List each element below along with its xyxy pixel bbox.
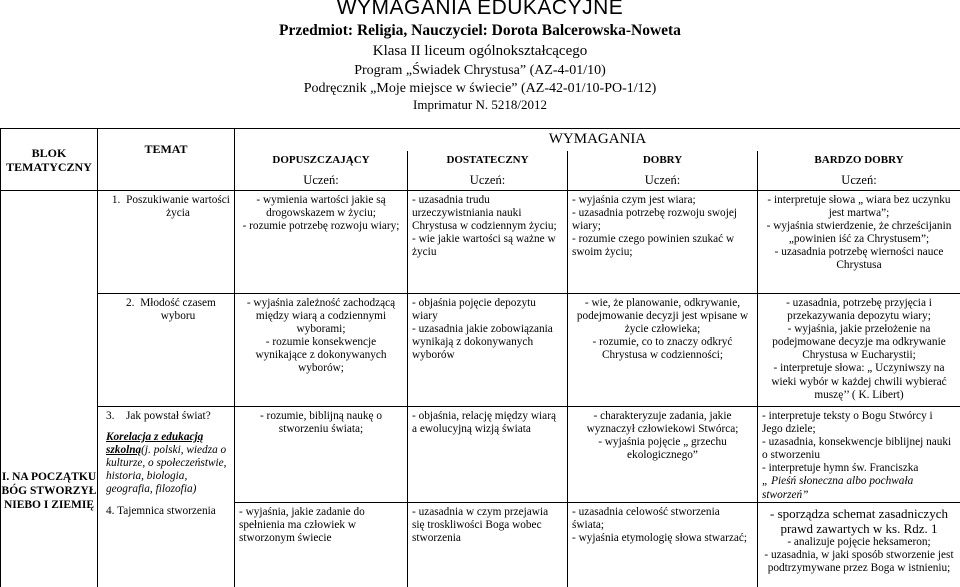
req-item: - rozumie czego powinien szukać w swoim życiu; — [572, 233, 735, 259]
header-temat-spacer — [98, 171, 235, 191]
class-line: Klasa II liceum ogólnokształcącego — [372, 43, 588, 59]
req-item: - wymienia wartości jakie są drogowskazem w życiu; — [256, 194, 386, 220]
topic-number: 3. — [106, 410, 115, 422]
topic-number: 4. — [106, 505, 115, 518]
req-item: - wyjaśnia stwierdzenie, że chrześcijanin „powinien iść za Chrystusem”; — [766, 220, 952, 246]
req-item: - wyjaśnia czym jest wiara; — [572, 194, 696, 206]
req-dostateczny — [408, 407, 568, 503]
topic-title: Tajemnica stworzenia — [117, 505, 216, 518]
correlation-note — [106, 431, 230, 496]
req-item: - charakteryzuje zadania, jakie wyznaczył człowiekowi Stwórca; — [586, 410, 739, 436]
req-item: - wie, że planowanie, odkrywanie, podejmowanie decyzji jest wpisane w życie człowieka; — [576, 297, 749, 336]
req-item: - interpretuje hymn św. Franciszka — [762, 462, 919, 475]
program-line: Program „Świadek Chrystusa” (AZ-4-01/10) — [354, 63, 606, 78]
level-dostateczny: DOSTATECZNY — [408, 151, 568, 171]
blok-name: I. NA POCZĄTKU BÓG STWORZYŁ NIEBO I ZIEMIĘ — [1, 191, 98, 587]
req-dopuszczajacy — [235, 191, 408, 294]
req-item: - uzasadnia w czym przejawia się troskliwości Boga wobec stworzenia — [412, 505, 549, 544]
level-dobry: DOBRY — [568, 151, 758, 171]
req-dopuszczajacy — [235, 502, 408, 587]
topic-cell — [98, 407, 235, 503]
req-item: - rozumie, biblijną naukę o stworzeniu świata; — [259, 410, 383, 436]
req-item: - wie jakie wartości są ważne w życiu — [412, 233, 556, 259]
header-blok-tematyczny: BLOK TEMATYCZNY — [1, 129, 98, 191]
requirements-table — [0, 128, 960, 587]
uczen-label: Uczeń: — [568, 171, 758, 191]
correlation-subjects: (j. polski, wiedza o kulturze, o społeczeństwie, historia, biologia, geografia, filozofia) — [106, 444, 227, 496]
correlation-heading: Korelacja z edukacją szkolną — [106, 431, 204, 457]
table-row — [1, 407, 960, 503]
table-row — [1, 294, 960, 407]
req-bardzo-dobry — [758, 191, 960, 294]
topic-title: Poszukiwanie wartości życia — [126, 194, 230, 220]
header-wymagania: WYMAGANIA — [235, 129, 960, 151]
req-item: - analizuje pojęcie heksameron; — [787, 535, 931, 548]
req-item: - wyjaśnia, jakie przełożenie na podejmowane decyzje ma odkrywanie Chrystusa w Eucharystii; — [772, 323, 946, 362]
req-dobry — [568, 191, 758, 294]
req-dostateczny — [408, 191, 568, 294]
topic-cell — [98, 191, 235, 294]
topic-cell — [98, 294, 235, 407]
req-item: - uzasadnia jakie zobowiązania wynikają z dokonywanych wyborów — [412, 323, 553, 362]
imprimatur-line: Imprimatur N. 5218/2012 — [413, 97, 547, 112]
table-row — [1, 191, 960, 294]
req-dostateczny — [408, 294, 568, 407]
req-item: - uzasadnia potrzebę wierności nauce Chrystusa — [774, 246, 944, 272]
req-item: - uzasadnia potrzebę rozwoju swojej wiary; — [572, 207, 737, 233]
textbook-line: Podręcznik „Moje miejsce w świecie” (AZ-42-01/10-PO-1/12) — [303, 81, 657, 96]
req-item: - uzasadnia celowość stworzenia świata; — [572, 505, 720, 531]
req-item: „ Pieśń słoneczna albo pochwała stworzeń” — [762, 475, 914, 501]
req-item: - wyjaśnia etymologię słowa stwarzać; — [572, 531, 748, 544]
req-item: - uzasadnia trudu urzeczywistniania nauki Chrystusa w codziennym życiu; — [412, 194, 557, 233]
req-item: - interpretuje teksty o Bogu Stwórcy i Jego dziele; — [762, 410, 933, 436]
req-item: - rozumie potrzebę rozwoju wiary; — [242, 220, 400, 233]
req-item: - objaśnia pojęcie depozytu wiary — [412, 297, 536, 323]
req-item: - rozumie, co to znaczy odkryć Chrystusa w codzienności; — [592, 336, 733, 362]
req-item: - wyjaśnia zależność zachodzącą między wiarą a codziennymi wyborami; — [246, 297, 396, 336]
req-item: - interpretuje słowa: „ Uczyniwszy na wieki wybór w każdej chwili wybierać muszę’’ ( K. Libert) — [771, 362, 947, 401]
subject-line: Przedmiot: Religia, Nauczyciel: Dorota Balcerowska-Noweta — [279, 22, 681, 39]
header-temat: TEMAT — [98, 129, 235, 171]
level-dopuszczajacy: DOPUSZCZAJĄCY — [235, 151, 408, 171]
req-item: - rozumie konsekwencje wynikające z dokonywanych wyborów; — [255, 336, 387, 375]
level-bardzo-dobry: BARDZO DOBRY — [758, 151, 960, 171]
req-bardzo-dobry — [758, 407, 960, 503]
req-dopuszczajacy — [235, 407, 408, 503]
req-dobry — [568, 294, 758, 407]
uczen-label: Uczeń: — [235, 171, 408, 191]
req-dobry — [568, 407, 758, 503]
req-item: - wyjaśnia, jakie zadanie do spełnienia ma człowiek w stworzonym świecie — [239, 505, 365, 544]
table-row — [1, 502, 960, 587]
uczen-label: Uczeń: — [408, 171, 568, 191]
topic-title: Młodość czasem wyboru — [140, 297, 216, 323]
req-bardzo-dobry — [758, 502, 960, 587]
topic-number: 1. — [111, 194, 121, 206]
req-dobry — [568, 502, 758, 587]
req-item: - wyjaśnia pojęcie „ grzechu ekologicznego” — [598, 436, 727, 462]
req-dopuszczajacy — [235, 294, 408, 407]
req-item: - sporządza schemat zasadniczych prawd zawartych w ks. Rdz. 1 — [770, 505, 948, 536]
document-title: WYMAGANIA EDUKACYJNE — [336, 0, 624, 19]
req-item: - uzasadnia, potrzebę przyjęcia i przekazywania depozytu wiary; — [786, 297, 932, 323]
topic-number: 2. — [125, 297, 135, 309]
req-item: - uzasadnia, w jaki sposób stworzenie jest podtrzymywane przez Boga w istnieniu; — [764, 548, 954, 574]
req-item: - interpretuje słowa „ wiara bez uczynku jest martwa”; — [767, 194, 951, 220]
req-item: - uzasadnia, konsekwencje biblijnej nauki o stworzeniu — [762, 436, 952, 462]
req-dostateczny — [408, 502, 568, 587]
uczen-label: Uczeń: — [758, 171, 960, 191]
req-bardzo-dobry — [758, 294, 960, 407]
topic-cell — [98, 502, 235, 587]
topic-title: Jak powstał świat? — [126, 410, 211, 422]
req-item: - objaśnia, relację między wiarą a ewolucyjną wizją świata — [412, 410, 556, 436]
